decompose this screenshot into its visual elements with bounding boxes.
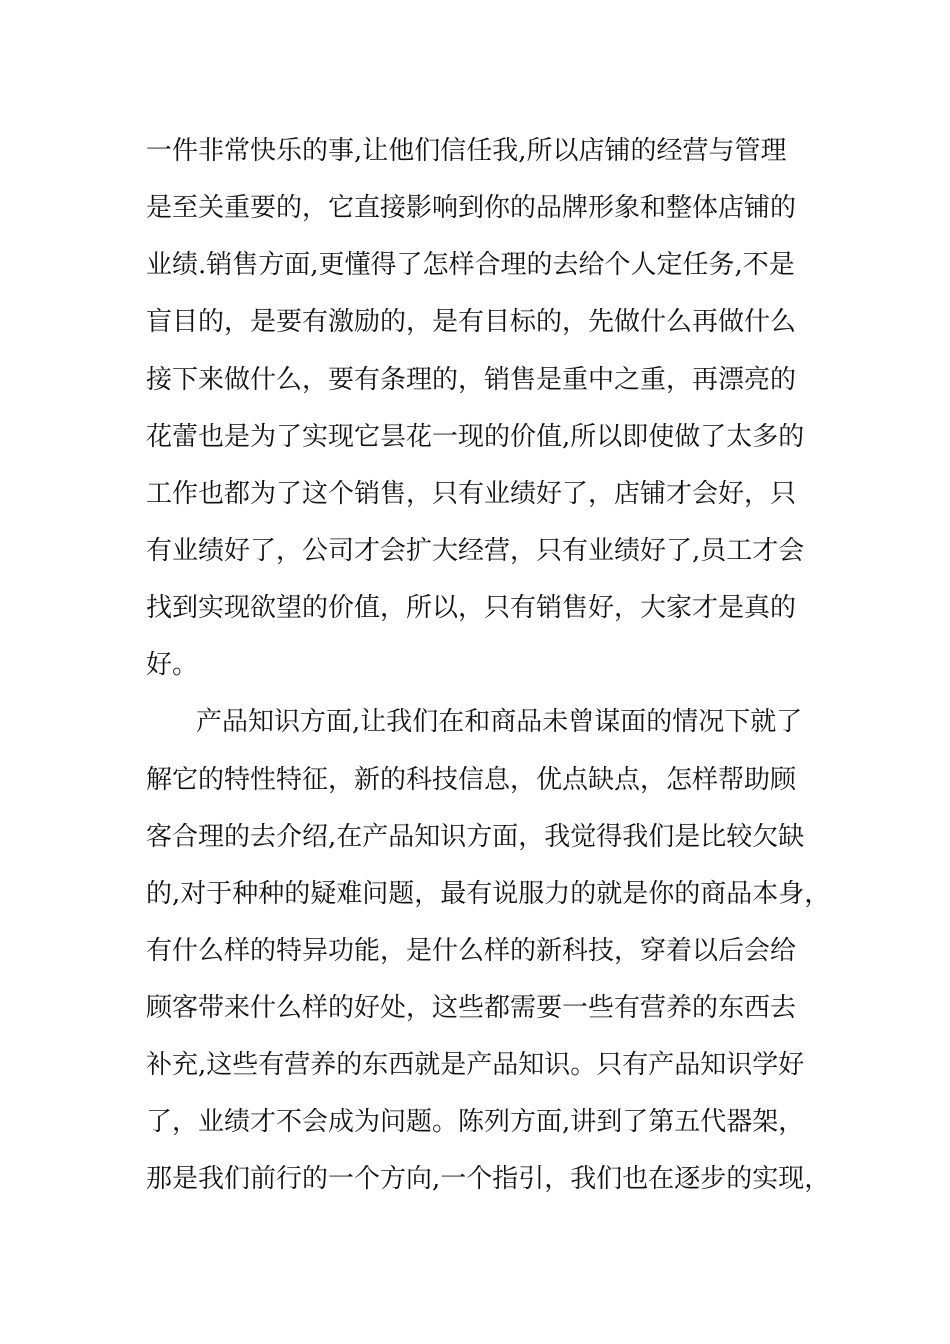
text-line: 花蕾也是为了实现它昙花一现的价值,所以即使做了太多的 (146, 422, 805, 452)
text-line: 盲目的，是要有激励的，是有目标的，先做什么再做什么 (146, 307, 797, 337)
text-line: 好。 (146, 650, 199, 680)
text-line: 有业绩好了，公司才会扩大经营，只有业绩好了,员工才会 (146, 536, 805, 566)
text-line: 了，业绩才不会成为问题。陈列方面,讲到了第五代器架， (146, 1107, 805, 1137)
text-line: 补充,这些有营养的东西就是产品知识。只有产品知识学好 (146, 1050, 805, 1080)
text-line: 业绩.销售方面,更懂得了怎样合理的去给个人定任务,不是 (146, 250, 795, 280)
text-line: 一件非常快乐的事,让他们信任我,所以店铺的经营与管理 (146, 136, 787, 166)
text-line: 那是我们前行的一个方向,一个指引，我们也在逐步的实现， (146, 1164, 831, 1194)
text-line: 是至关重要的，它直接影响到你的品牌形象和整体店铺的 (146, 193, 797, 223)
text-line: 解它的特性特征，新的科技信息，优点缺点，怎样帮助顾 (146, 765, 797, 795)
text-line: 顾客带来什么样的好处，这些都需要一些有营养的东西去 (146, 993, 797, 1023)
text-line: 的,对于种种的疑难问题，最有说服力的就是你的商品本身， (146, 879, 831, 909)
text-line: 有什么样的特异功能，是什么样的新科技，穿着以后会给 (146, 936, 797, 966)
text-line: 客合理的去介绍,在产品知识方面，我觉得我们是比较欠缺 (146, 822, 805, 852)
text-line: 工作也都为了这个销售，只有业绩好了，店铺才会好，只 (146, 479, 797, 509)
text-line: 找到实现欲望的价值，所以，只有销售好，大家才是真的 (146, 593, 797, 623)
text-line: 产品知识方面,让我们在和商品未曾谋面的情况下就了 (196, 707, 803, 737)
text-line: 接下来做什么，要有条理的，销售是重中之重，再漂亮的 (146, 365, 797, 395)
